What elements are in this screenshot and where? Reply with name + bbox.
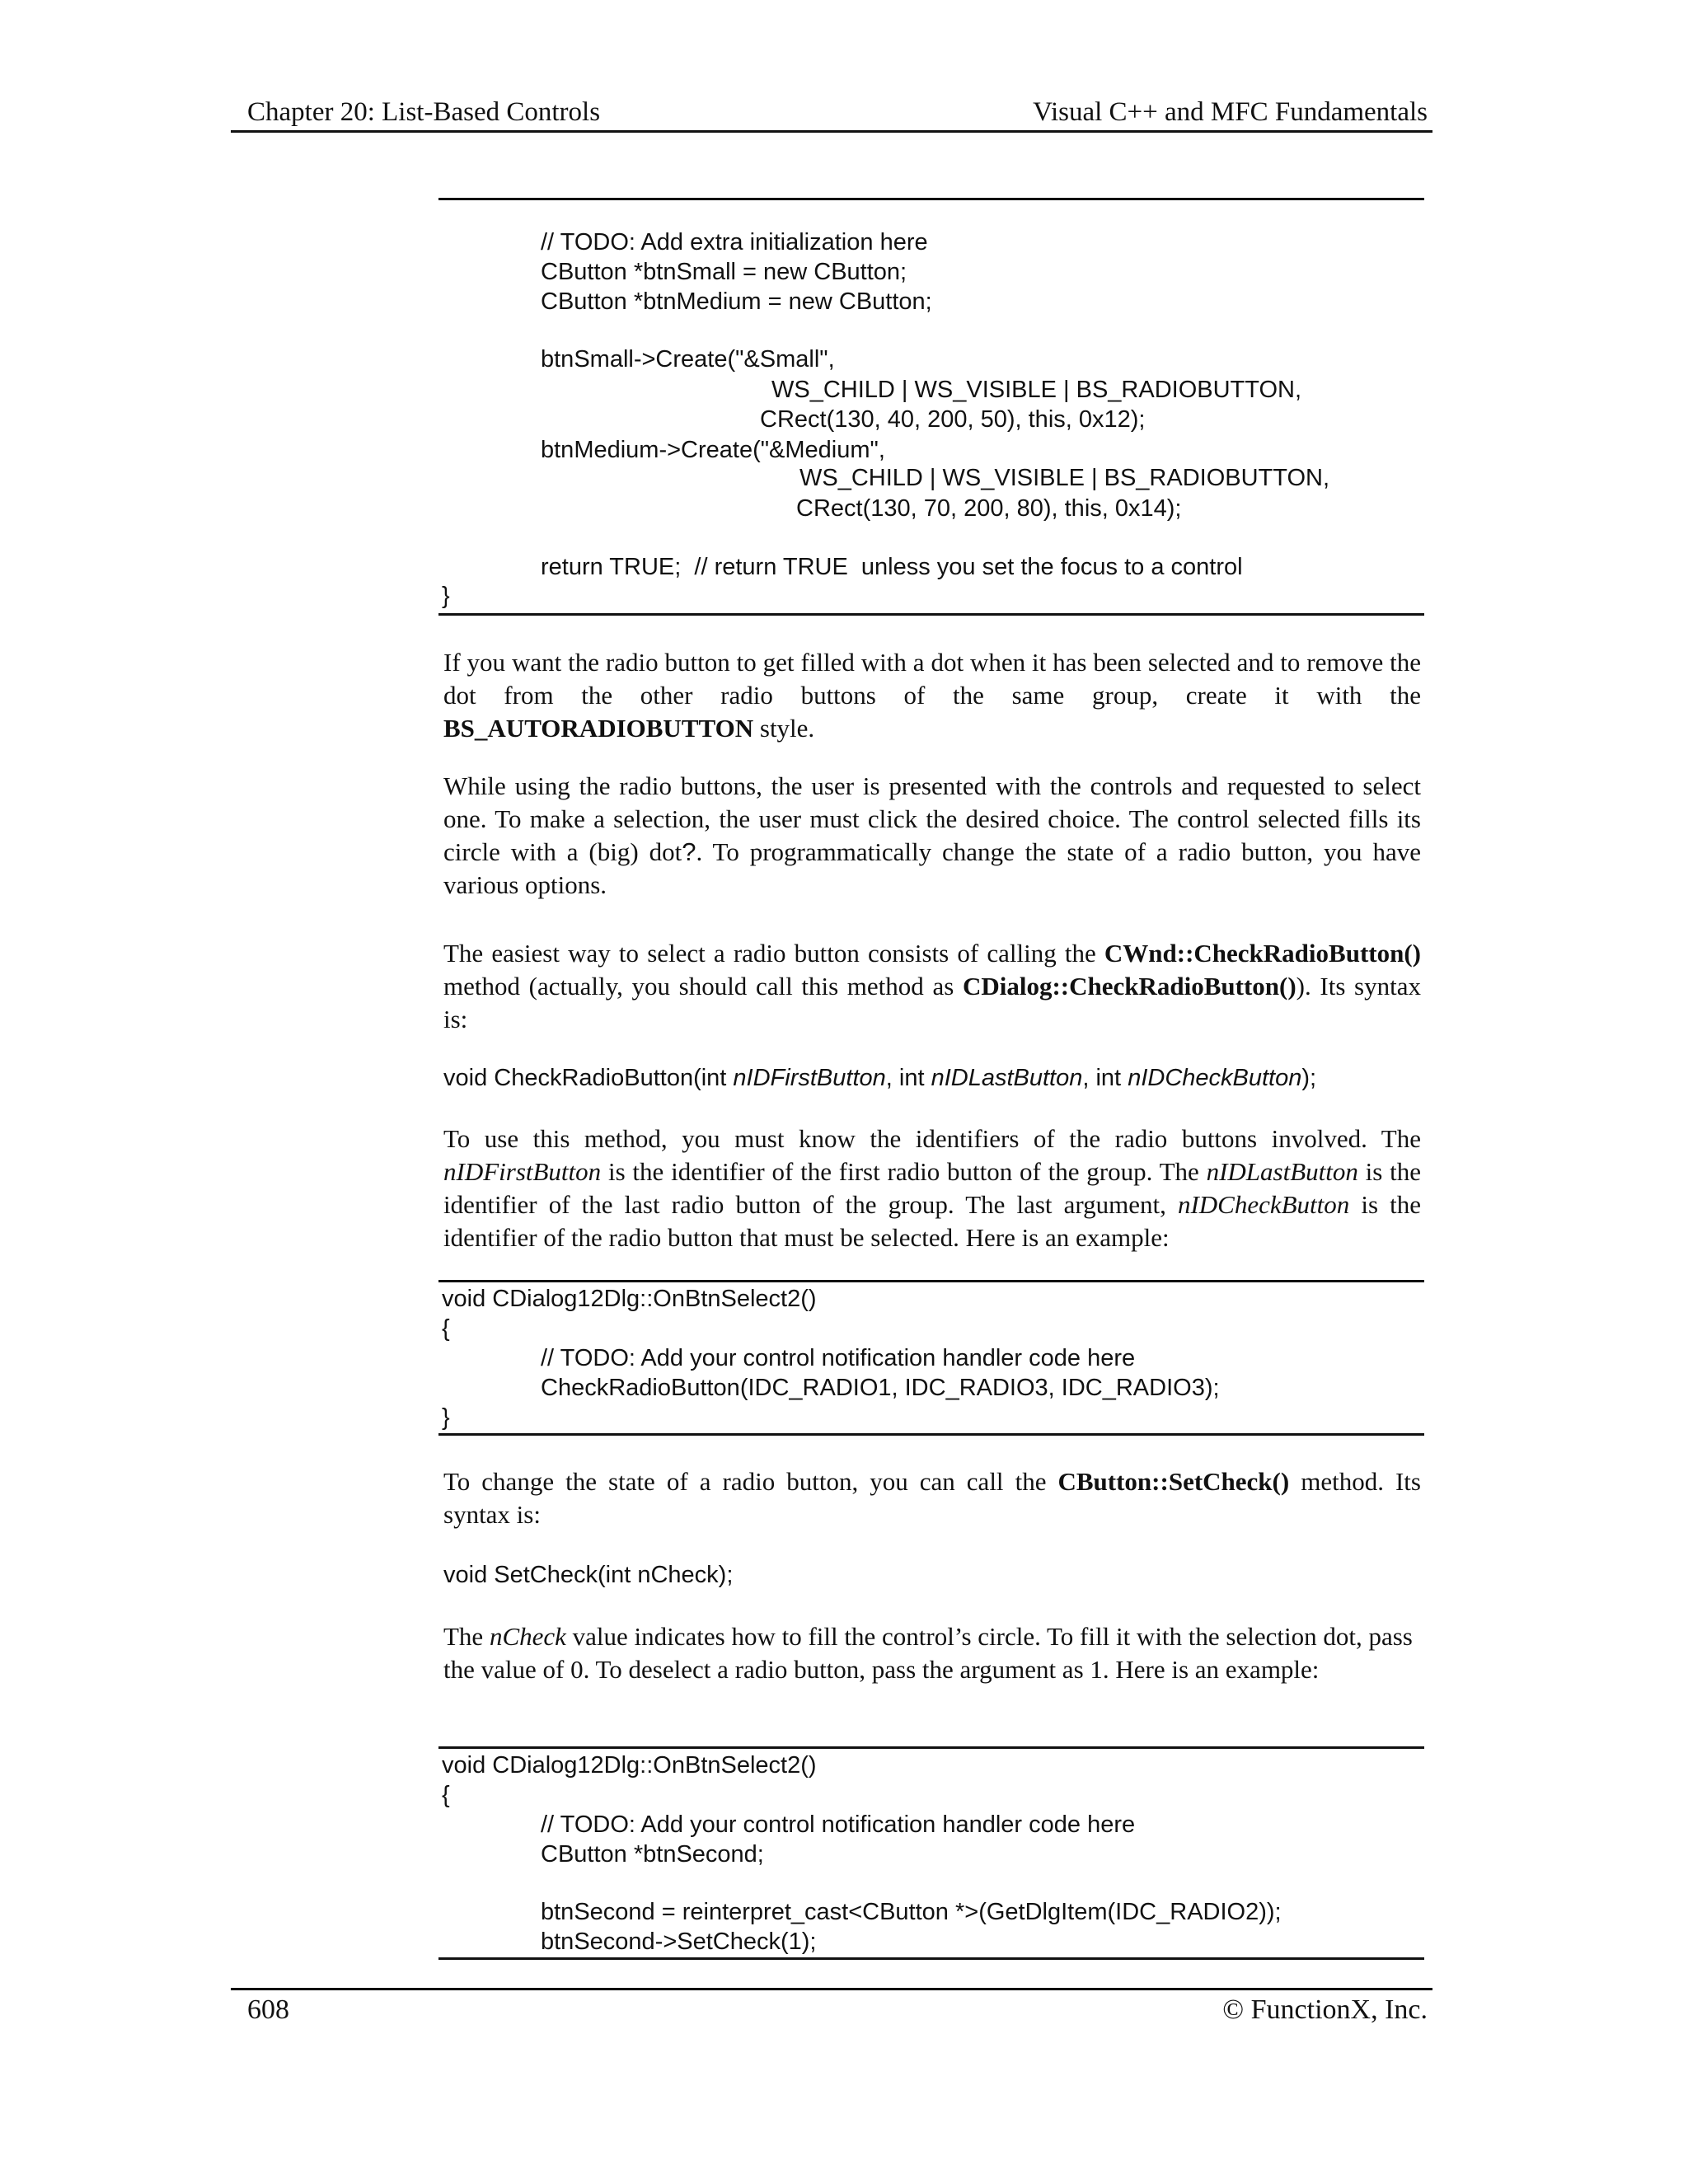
syntax-line: void SetCheck(int nCheck); bbox=[443, 1562, 734, 1588]
radio-dot-glyph: ? bbox=[682, 837, 696, 866]
code-line: btnSecond = reinterpret_cast<CButton *>(GetDlgItem(IDC_RADIO2)); bbox=[541, 1899, 1282, 1925]
code-line: btnSecond->SetCheck(1); bbox=[541, 1929, 817, 1955]
code-line: void CDialog12Dlg::OnBtnSelect2() bbox=[442, 1286, 817, 1312]
code-block-2-top-rule bbox=[438, 1280, 1424, 1282]
code-line: { bbox=[442, 1315, 450, 1342]
code-line: // TODO: Add extra initialization here bbox=[541, 229, 928, 255]
code-line: CButton *btnMedium = new CButton; bbox=[541, 288, 932, 315]
code-line: // TODO: Add your control notification handler code here bbox=[541, 1811, 1136, 1838]
code-line: WS_CHILD | WS_VISIBLE | BS_RADIOBUTTON, bbox=[771, 377, 1302, 403]
header-rule bbox=[231, 130, 1432, 133]
code-line: CRect(130, 70, 200, 80), this, 0x14); bbox=[796, 495, 1182, 522]
code-line: // TODO: Add your control notification handler code here bbox=[541, 1345, 1136, 1371]
paragraph: While using the radio buttons, the user is presented with the controls and requested to select one. To make a selection, the user must click the desired choice. The control selected fills its circle with a (big) dot?. To programmatically change the state of a radio button, you have various options. bbox=[443, 771, 1421, 899]
code-block-3-bottom-rule bbox=[438, 1957, 1424, 1960]
code-line: return TRUE; // return TRUE unless you set the focus to a control bbox=[541, 554, 1243, 580]
code-line: void CDialog12Dlg::OnBtnSelect2() bbox=[442, 1752, 817, 1779]
running-header-book: Visual C++ and MFC Fundamentals bbox=[1033, 97, 1428, 127]
code-line: CButton *btnSmall = new CButton; bbox=[541, 259, 907, 285]
running-header-chapter: Chapter 20: List-Based Controls bbox=[247, 97, 601, 127]
syntax-line: void CheckRadioButton(int nIDFirstButton, int nIDLastButton, int nIDCheckButton); bbox=[443, 1065, 1317, 1091]
code-line: btnSmall->Create("&Small", bbox=[541, 346, 835, 373]
paragraph: To use this method, you must know the identifiers of the radio buttons involved. The nIDFirstButton is the identifier of the first radio button of the group. The nIDLastButton is the identifier of the last radio button of the group. The last argument, nIDCheckButton is the identifier of the radio button that must be selected. Here is an example: bbox=[443, 1124, 1421, 1252]
code-line: } bbox=[442, 1404, 450, 1431]
code-block-3-top-rule bbox=[438, 1746, 1424, 1749]
code-line: CButton *btnSecond; bbox=[541, 1841, 764, 1868]
code-line: { bbox=[442, 1782, 450, 1808]
footer-rule bbox=[231, 1988, 1432, 1990]
copyright: © FunctionX, Inc. bbox=[1222, 1994, 1428, 2025]
paragraph: The nCheck value indicates how to fill the control’s circle. To fill it with the selection dot, pass the value of 0. To deselect a radio button, pass the argument as 1. Here is an example: bbox=[443, 1622, 1413, 1684]
code-line: btnMedium->Create("&Medium", bbox=[541, 437, 885, 463]
code-line: WS_CHILD | WS_VISIBLE | BS_RADIOBUTTON, bbox=[799, 465, 1330, 491]
paragraph: If you want the radio button to get filled with a dot when it has been selected and to remove the dot from the other radio buttons of the same group, create it with the BS_AUTORADIOBUTTON style. bbox=[443, 648, 1421, 743]
code-line: CRect(130, 40, 200, 50), this, 0x12); bbox=[760, 406, 1146, 433]
paragraph: The easiest way to select a radio button consists of calling the CWnd::CheckRadioButton() method (actually, you should call this method as CDialog::CheckRadioButton()). Its syntax is: bbox=[443, 939, 1421, 1033]
code-block-1-top-rule bbox=[438, 198, 1424, 200]
page-number: 608 bbox=[247, 1994, 289, 2025]
paragraph: To change the state of a radio button, you can call the CButton::SetCheck() method. Its syntax is: bbox=[443, 1467, 1421, 1529]
code-line: } bbox=[442, 583, 450, 609]
code-block-1-bottom-rule bbox=[438, 613, 1424, 616]
code-line: CheckRadioButton(IDC_RADIO1, IDC_RADIO3, IDC_RADIO3); bbox=[541, 1375, 1220, 1401]
code-block-2-bottom-rule bbox=[438, 1433, 1424, 1436]
